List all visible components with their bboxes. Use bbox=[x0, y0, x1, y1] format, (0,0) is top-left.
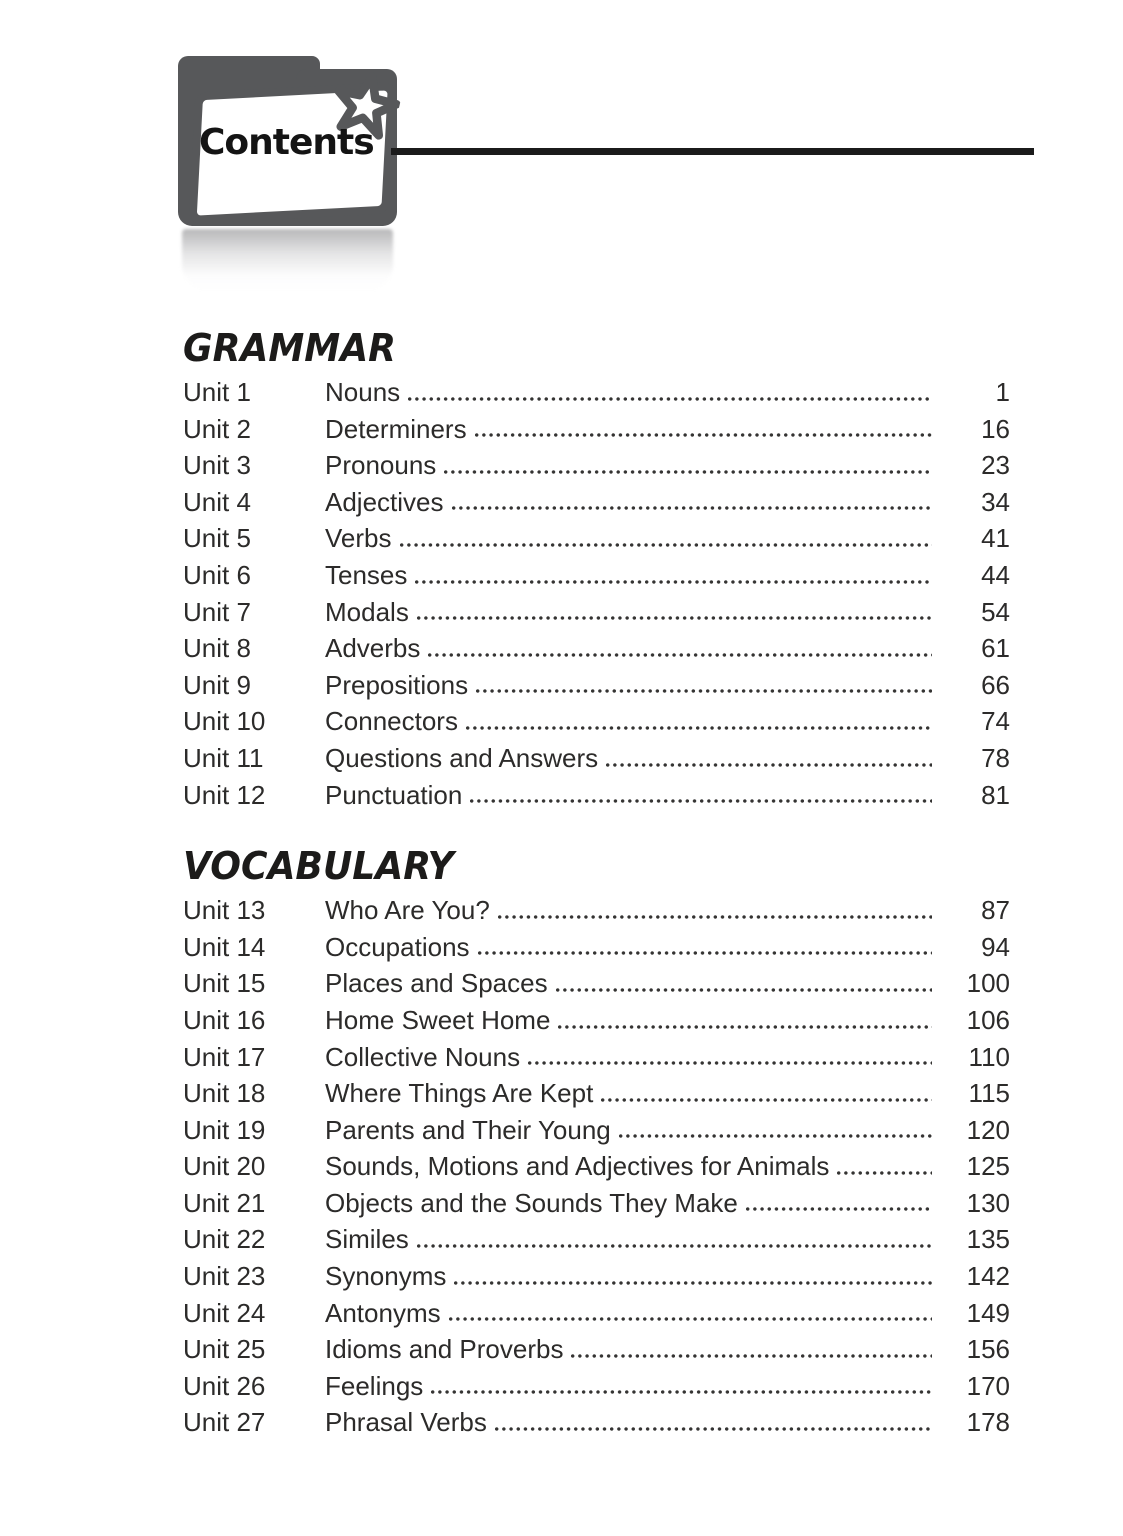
unit-label: Unit 4 bbox=[183, 486, 251, 517]
entry-title: Punctuation bbox=[325, 779, 463, 810]
page-number: 125 bbox=[966, 1151, 1010, 1182]
dotted-leader bbox=[619, 1134, 932, 1138]
page-number: 87 bbox=[981, 895, 1010, 926]
page-number: 41 bbox=[981, 523, 1010, 554]
entry-title: Similes bbox=[325, 1224, 409, 1255]
entry-title: Tenses bbox=[325, 559, 408, 590]
unit-label: Unit 19 bbox=[183, 1114, 266, 1145]
toc-row bbox=[183, 1185, 1010, 1222]
dotted-leader bbox=[601, 1098, 932, 1102]
entry-title: Prepositions bbox=[325, 669, 469, 700]
header-rule bbox=[391, 148, 1034, 155]
entry-title: Adjectives bbox=[325, 486, 444, 517]
page-number: 142 bbox=[966, 1261, 1010, 1292]
table-of-contents bbox=[183, 326, 1010, 1441]
unit-label: Unit 2 bbox=[183, 413, 251, 444]
dotted-leader bbox=[431, 1390, 932, 1394]
page-number: 178 bbox=[966, 1407, 1010, 1438]
toc-row bbox=[183, 1368, 1010, 1405]
folder-icon bbox=[178, 56, 397, 226]
entry-title: Adverbs bbox=[325, 633, 421, 664]
dotted-leader bbox=[449, 1317, 932, 1321]
unit-label: Unit 5 bbox=[183, 523, 251, 554]
entry-title: Parents and Their Young bbox=[325, 1114, 611, 1145]
section-heading: GRAMMAR bbox=[183, 326, 396, 370]
entry-title: Occupations bbox=[325, 931, 470, 962]
page-number: 120 bbox=[966, 1114, 1010, 1145]
dotted-leader bbox=[498, 915, 932, 919]
page-number: 1 bbox=[995, 377, 1010, 407]
entry-title: Feelings bbox=[325, 1370, 424, 1401]
entry-title: Modals bbox=[325, 596, 409, 627]
entry-title: Places and Spaces bbox=[325, 968, 548, 999]
toc-row bbox=[183, 1295, 1010, 1332]
toc-row bbox=[183, 740, 1010, 777]
toc-row bbox=[183, 777, 1010, 814]
unit-label: Unit 11 bbox=[183, 742, 264, 773]
page-number: 61 bbox=[981, 633, 1010, 664]
toc-row bbox=[183, 1112, 1010, 1149]
toc-row bbox=[183, 447, 1010, 484]
page-number: 106 bbox=[966, 1004, 1010, 1035]
toc-row bbox=[183, 630, 1010, 667]
page-number: 81 bbox=[981, 779, 1010, 810]
unit-label: Unit 3 bbox=[183, 450, 251, 481]
toc-row bbox=[183, 1148, 1010, 1185]
toc-row bbox=[183, 520, 1010, 557]
page-number: 110 bbox=[968, 1041, 1010, 1072]
entry-title: Home Sweet Home bbox=[325, 1004, 551, 1035]
unit-label: Unit 23 bbox=[183, 1261, 266, 1292]
dotted-leader bbox=[415, 580, 932, 584]
page-number: 130 bbox=[966, 1187, 1010, 1218]
entry-title: Questions and Answers bbox=[325, 742, 599, 773]
unit-label: Unit 17 bbox=[183, 1041, 266, 1072]
unit-label: Unit 9 bbox=[183, 669, 251, 700]
unit-label: Unit 7 bbox=[183, 596, 251, 627]
toc-section bbox=[183, 844, 1010, 1441]
unit-label: Unit 6 bbox=[183, 559, 251, 590]
dotted-leader bbox=[478, 951, 932, 955]
dotted-leader bbox=[556, 988, 932, 992]
contents-title: Contents bbox=[199, 122, 374, 163]
folder-reflection bbox=[182, 229, 393, 291]
entry-title: Who Are You? bbox=[325, 895, 490, 926]
dotted-leader bbox=[470, 799, 932, 803]
unit-label: Unit 12 bbox=[183, 779, 266, 810]
entry-title: Idioms and Proverbs bbox=[325, 1334, 564, 1365]
unit-label: Unit 20 bbox=[183, 1151, 266, 1182]
toc-row bbox=[183, 1331, 1010, 1368]
entry-title: Antonyms bbox=[325, 1297, 441, 1328]
unit-label: Unit 8 bbox=[183, 633, 251, 664]
entry-title: Nouns bbox=[325, 377, 401, 407]
toc-row bbox=[183, 1002, 1010, 1039]
dotted-leader bbox=[408, 397, 932, 401]
toc-row bbox=[183, 892, 1010, 929]
section-rows bbox=[183, 892, 1010, 1441]
unit-label: Unit 1 bbox=[183, 377, 251, 407]
toc-row bbox=[183, 411, 1010, 448]
page-number: 54 bbox=[981, 596, 1010, 627]
toc-row bbox=[183, 667, 1010, 704]
dotted-leader bbox=[606, 763, 932, 767]
page-number: 115 bbox=[968, 1078, 1010, 1109]
toc-row bbox=[183, 1039, 1010, 1076]
dotted-leader bbox=[444, 470, 932, 474]
entry-title: Synonyms bbox=[325, 1261, 447, 1292]
unit-label: Unit 16 bbox=[183, 1004, 266, 1035]
section-heading: VOCABULARY bbox=[183, 844, 454, 889]
page-number: 170 bbox=[966, 1370, 1010, 1401]
dotted-leader bbox=[417, 616, 932, 620]
toc-row bbox=[183, 703, 1010, 740]
toc-row bbox=[183, 929, 1010, 966]
dotted-leader bbox=[558, 1025, 932, 1029]
page-number: 66 bbox=[981, 669, 1010, 700]
dotted-leader bbox=[476, 689, 932, 693]
page-number: 44 bbox=[981, 559, 1010, 590]
page-number: 149 bbox=[966, 1297, 1010, 1328]
section-rows bbox=[183, 374, 1010, 813]
dotted-leader bbox=[837, 1171, 932, 1175]
dotted-leader bbox=[417, 1244, 932, 1248]
page-number: 94 bbox=[981, 931, 1010, 962]
toc-row bbox=[183, 1221, 1010, 1258]
unit-label: Unit 26 bbox=[183, 1370, 266, 1401]
unit-label: Unit 15 bbox=[183, 968, 266, 999]
unit-label: Unit 25 bbox=[183, 1334, 266, 1365]
entry-title: Collective Nouns bbox=[325, 1041, 521, 1072]
dotted-leader bbox=[528, 1061, 932, 1065]
dotted-leader bbox=[454, 1281, 932, 1285]
page-number: 23 bbox=[981, 450, 1010, 481]
unit-label: Unit 18 bbox=[183, 1078, 266, 1109]
page-number: 135 bbox=[966, 1224, 1010, 1255]
page-number: 16 bbox=[981, 413, 1010, 444]
unit-label: Unit 21 bbox=[183, 1187, 266, 1218]
dotted-leader bbox=[571, 1354, 932, 1358]
unit-label: Unit 27 bbox=[183, 1407, 266, 1438]
toc-row bbox=[183, 1404, 1010, 1441]
unit-label: Unit 22 bbox=[183, 1224, 266, 1255]
entry-title: Objects and the Sounds They Make bbox=[325, 1187, 738, 1218]
toc-row bbox=[183, 1258, 1010, 1295]
unit-label: Unit 13 bbox=[183, 895, 266, 926]
toc-section bbox=[183, 326, 1010, 813]
dotted-leader bbox=[452, 506, 933, 510]
page-number: 34 bbox=[981, 486, 1010, 517]
entry-title: Pronouns bbox=[325, 450, 437, 481]
entry-title: Verbs bbox=[325, 523, 392, 554]
dotted-leader bbox=[746, 1207, 932, 1211]
dotted-leader bbox=[428, 653, 932, 657]
unit-label: Unit 24 bbox=[183, 1297, 266, 1328]
page-number: 156 bbox=[966, 1334, 1010, 1365]
dotted-leader bbox=[466, 726, 932, 730]
dotted-leader bbox=[400, 543, 933, 547]
toc-row bbox=[183, 965, 1010, 1002]
toc-row bbox=[183, 374, 1010, 411]
page-number: 74 bbox=[981, 706, 1010, 737]
entry-title: Where Things Are Kept bbox=[325, 1078, 594, 1109]
page-number: 78 bbox=[981, 742, 1010, 773]
entry-title: Determiners bbox=[325, 413, 467, 444]
dotted-leader bbox=[475, 433, 932, 437]
entry-title: Sounds, Motions and Adjectives for Animals bbox=[325, 1151, 830, 1182]
entry-title: Phrasal Verbs bbox=[325, 1407, 487, 1438]
unit-label: Unit 10 bbox=[183, 706, 266, 737]
page-number: 100 bbox=[966, 968, 1010, 999]
toc-row bbox=[183, 1075, 1010, 1112]
unit-label: Unit 14 bbox=[183, 931, 266, 962]
toc-row bbox=[183, 594, 1010, 631]
toc-row bbox=[183, 557, 1010, 594]
entry-title: Connectors bbox=[325, 706, 458, 737]
dotted-leader bbox=[495, 1427, 932, 1431]
toc-row bbox=[183, 484, 1010, 521]
